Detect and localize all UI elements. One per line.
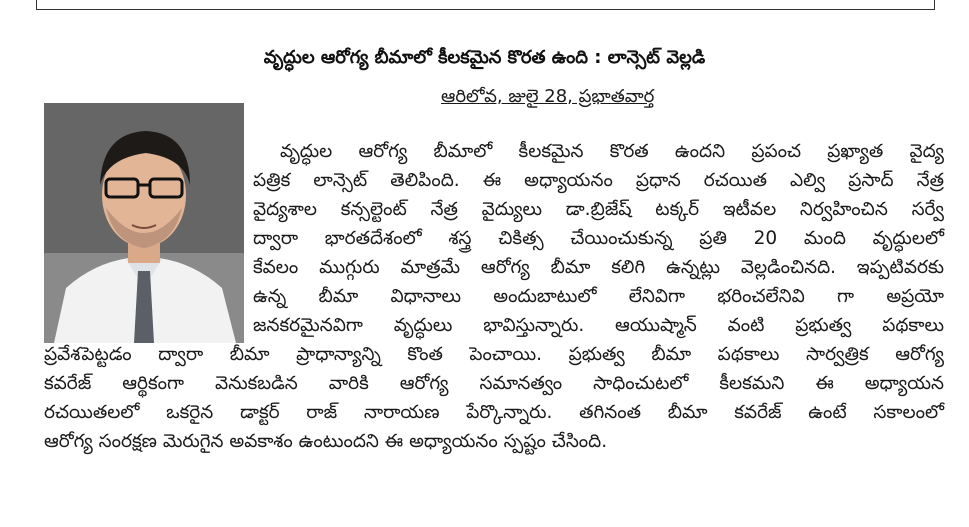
- body-line: జనకరమైనవిగా వృద్ధులు భావిస్తున్నారు. ఆయుష్మాన్ వంటి ప్రభుత్వ పథకాలు: [253, 315, 944, 336]
- body-line: ఉన్న బీమా విధానాలు అందుబాటులో లేనివిగా భరించలేనివి గా అప్రయో: [253, 286, 944, 307]
- body-line: కవరేజ్ ఆర్థికంగా వెనుకబడిన వారికి ఆరోగ్య సమానత్వం సాధించుటలో కీలకమని ఈ అధ్యాయన: [44, 373, 944, 394]
- body-line: రచయితలలో ఒకరైన డాక్టర్ రాజ్ నారాయణ పేర్కొన్నారు. తగినంత బీమా కవరేజ్ ఉంటే సకాలంలో: [44, 402, 944, 423]
- body-line: ద్వారా భారతదేశంలో శస్త్ర చికిత్స చేయించుకున్న ప్రతి 20 మంది వృద్ధులలో: [253, 228, 944, 249]
- body-line: ప్రవేశపెట్టడం ద్వారా బీమా ప్రాధాన్యాన్ని కొంత పెంచాయి. ప్రభుత్వ బీమా పథకాలు సార్వత్రిక ఆరోగ్య: [44, 344, 944, 365]
- body-line: కేవలం ముగ్గురు మాత్రమే ఆరోగ్య బీమా కలిగి ఉన్నట్లు వెల్లడించినది. ఇప్పటివరకు: [253, 257, 944, 278]
- body-line: ఆరోగ్య సంరక్షణ మెరుగైన అవకాశం ఉంటుందని ఈ అధ్యాయనం స్పష్టం చేసింది.: [44, 431, 608, 452]
- body-line: పత్రిక లాన్సెట్ తెలిపింది. ఈ అధ్యాయనం ప్రధాన రచయిత ఎల్వి ప్రసాద్ నేత్ర: [253, 170, 944, 191]
- article-dateline: ఆరిలోవ, జులై 28, ప్రభాతవార్త: [441, 86, 655, 107]
- article-headline: వృద్ధుల ఆరోగ్య బీమాలో కీలకమైన కొరత ఉంది : లాన్సెట్ వెల్లడి: [263, 47, 706, 69]
- body-line: వైద్యశాల కన్సల్టెంట్ నేత్ర వైద్యులు డా.బ్రిజేష్ టక్కర్ ఇటీవల నిర్వహించిన సర్వే: [253, 199, 944, 220]
- body-line: వృద్ధుల ఆరోగ్య బీమాలో కీలకమైన కొరత ఉందని ప్రపంచ ప్రఖ్యాత వైద్య: [280, 141, 944, 162]
